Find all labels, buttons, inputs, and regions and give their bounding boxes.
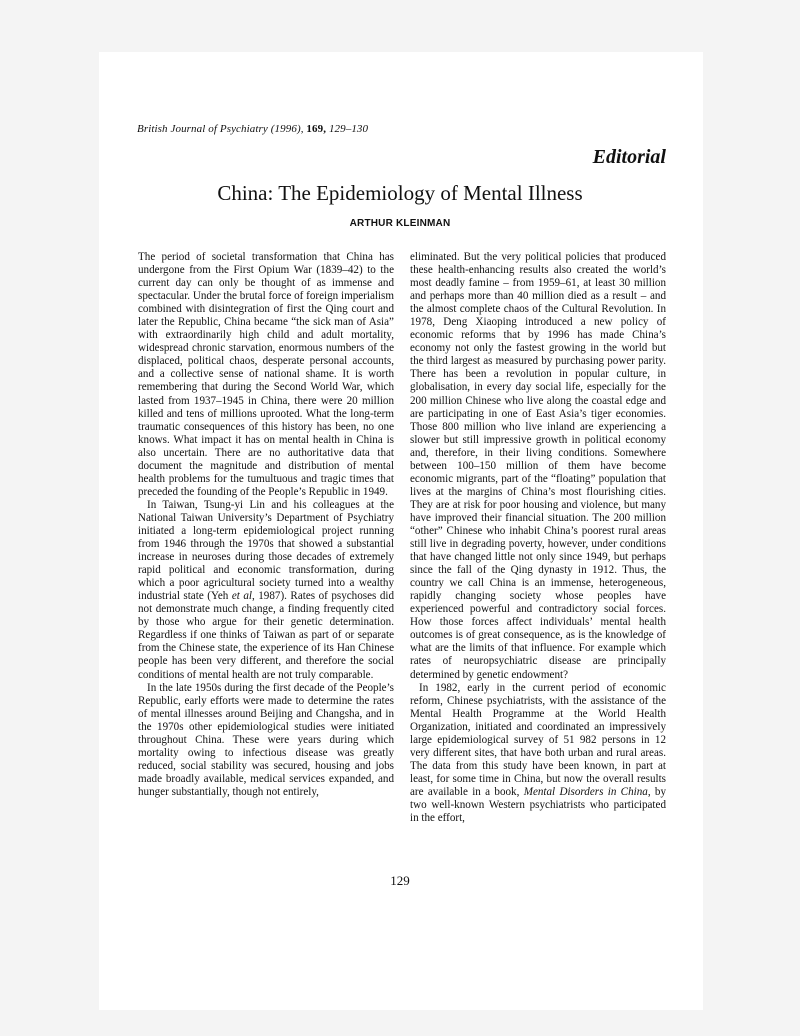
section-label: Editorial [592,146,666,168]
paragraph: eliminated. But the very political policies that produced these health-enhancing results also created the world’s most deadly famine – from 1959–61, at least 30 million and perhaps more than 40 million died as a result – and the almost complete chaos of the Cultural Revolution. In 1978, Deng Xiaoping introduced a new policy of economic reforms that by 1996 has made China’s economy not only the fastest growing in the world but the third largest as measured by purchasing power parity. There has been a revolution in popular culture, in globalisation, in every day social life, especially for the 200 million Chinese who live along the coastal edge and are participating in one of East Asia’s tiger economies. Those 800 million who live inland are experiencing a slower but still impressive growth in political economy and, therefore, in their living conditions. Somewhere between 100–150 million of them have become economic migrants, part of the “floating” population that lives at the margins of China’s most flourishing cities. They are at risk for poor housing and violence, but many have improved their financial situation. The 200 million “other” Chinese who inhabit China’s poorest rural areas still live in degrading poverty, however, under conditions that have changed little not only since 1949, but perhaps since the fall of the Qing dynasty in 1912. Thus, the country we call China is an immense, heterogeneous, rapidly changing society whose peoples have experienced powerful and contradictory social forces. How those forces affect individuals’ mental health outcomes is of great consequence, as is the knowledge of what are the limits of that influence. For example which rates of neuropsychiatric disease are principally determined by genetic endowment? [410,251,666,681]
paragraph: The period of societal transformation that China has undergone from the First Opium War (1839–42) to the current day can only be thought of as immense and spectacular. Under the brutal force of foreign imperialism combined with disintegration of first the Qing court and later the Republic, China became “the sick man of Asia” with extraordinarily high child and adult mortality, widespread chronic starvation, enormous numbers of the displaced, political chaos, desperate personal accounts, and a collective sense of national shame. It is worth remembering that during the Second World War, which lasted from 1937–1945 in China, there were 20 million killed and tens of millions uprooted. What the long-term traumatic consequences of this history has been, no one knows. What impact it has on mental health in China is also uncertain. There are no authoritative data that document the magnitude and distribution of mental health problems for the tumultuous and tragic times that preceded the founding of the People’s Republic in 1949. [138,251,394,498]
body-column-right [410,251,666,825]
article-author: ARTHUR KLEINMAN [349,218,451,229]
article-title: China: The Epidemiology of Mental Illness [217,181,583,205]
journal-name: British Journal of Psychiatry [137,123,268,135]
paragraph: In Taiwan, Tsung-yi Lin and his colleagues at the National Taiwan University’s Department of Psychiatry initiated a long-term epidemiological project running from 1946 through the 1970s that showed a substantial increase in neuroses during those decades of extremely rapid political and economic transformation, during which a poor agricultural society turned into a wealthy industrial state (Yeh et al, 1987). Rates of psychoses did not demonstrate much change, a finding frequently cited by those who argue for their genetic determination. Regardless if one thinks of Taiwan as part of or separate from the Chinese state, the experience of its Han Chinese people has been very different, and therefore the social conditions of mental health are not truly comparable. [138,498,394,681]
paragraph: In the late 1950s during the first decade of the People’s Republic, early efforts were made to determine the rates of mental illnesses around Beijing and Changsha, and in the 1970s other epidemiological studies were initiated throughout China. These were years during which mortality owing to infectious disease was greatly reduced, social stability was secured, housing and jobs made broadly available, medical services expanded, and hunger substantially, though not entirely, [138,681,394,798]
citation-year: (1996), [270,123,304,135]
citation-pages: 129–130 [328,123,369,135]
citation-et-al: et al [231,590,252,603]
paragraph: In 1982, early in the current period of economic reform, Chinese psychiatrists, with the assistance of the Mental Health Programme at the World Health Organization, initiated and coordinated an impressively large epidemiological survey of 51 982 persons in 12 very different sites, that have both urban and rural areas. The data from this study have been known, in part at least, for some time in China, but now the overall results are available in a book, Mental Disorders in China, by two well-known Western psychiatrists who participated in the effort, [410,681,666,825]
body-column-left [138,251,394,799]
page-number: 129 [390,873,410,888]
journal-citation [137,123,368,135]
citation-volume: 169, [306,123,327,135]
book-title: Mental Disorders in China [523,785,648,798]
